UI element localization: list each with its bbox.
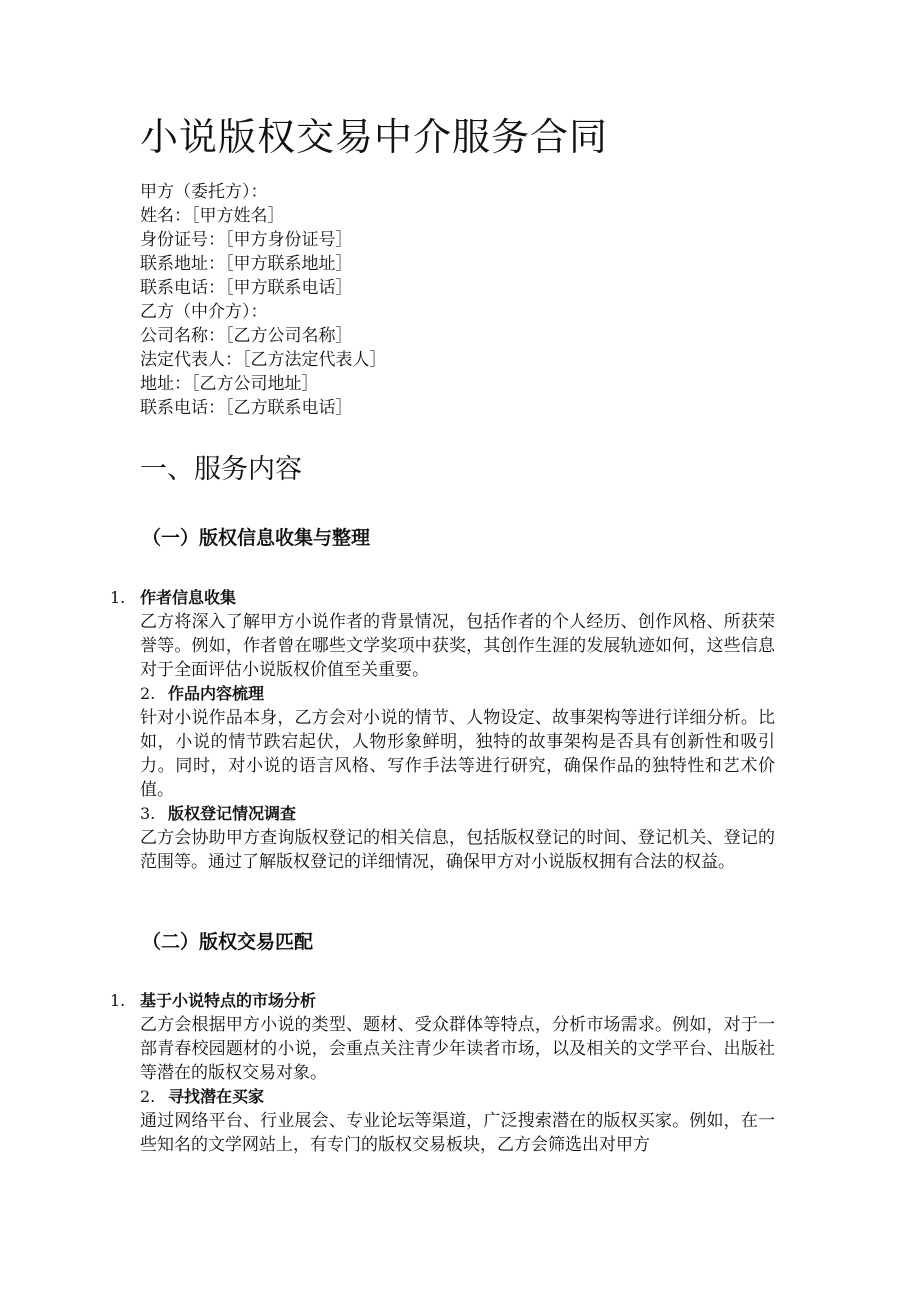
- party-a-address: 联系地址：［甲方联系地址］: [140, 254, 353, 274]
- list-item-heading: [110, 682, 775, 706]
- party-a-heading: 甲方（委托方）：: [140, 182, 268, 202]
- list-item-body: 乙方会根据甲方小说的类型、题材、受众群体等特点，分析市场需求。例如，对于一部青春校园题材的小说，会重点关注青少年读者市场，以及相关的文学平台、出版社等潜在的版权交易对象。: [140, 1015, 775, 1083]
- list-item-heading: [110, 989, 775, 1013]
- party-b-company-name: 公司名称：［乙方公司名称］: [140, 326, 353, 346]
- document-title: 小说版权交易中介服务合同: [140, 115, 609, 159]
- list-item-heading: [110, 1085, 775, 1109]
- list-item-body: 通过网络平台、行业展会、专业论坛等渠道，广泛搜索潜在的版权买家。例如，在一些知名的文学网站上，有专门的版权交易板块，乙方会筛选出对甲方: [140, 1111, 775, 1155]
- list-item: [110, 989, 775, 1085]
- list-item-number: 3.: [140, 804, 156, 823]
- party-b-legal-representative: 法定代表人：［乙方法定代表人］: [140, 350, 387, 370]
- subsection-heading-info-collection: （一）版权信息收集与整理: [142, 527, 371, 549]
- list-item-body: 乙方将深入了解甲方小说作者的背景情况，包括作者的个人经历、创作风格、所获荣誉等。例如，作者曾在哪些文学奖项中获奖，其创作生涯的发展轨迹如何，这些信息对于全面评估小说版权价值至关重要。: [140, 612, 775, 680]
- party-b-phone: 联系电话：［乙方联系电话］: [140, 398, 353, 418]
- party-a-id-number: 身份证号：［甲方身份证号］: [140, 230, 353, 250]
- list-item-title: 基于小说特点的市场分析: [140, 991, 317, 1010]
- list-item-heading: [110, 586, 775, 610]
- list-item-number: 2.: [140, 684, 156, 703]
- list-item: [110, 586, 775, 682]
- party-a-phone: 联系电话：［甲方联系电话］: [140, 278, 353, 298]
- subsection-heading-trade-matching: （二）版权交易匹配: [142, 931, 314, 953]
- party-info-block: [140, 180, 800, 420]
- party-b-address: 地址：［乙方公司地址］: [140, 374, 319, 394]
- list-item-heading: [110, 802, 775, 826]
- list-item-number: 2.: [140, 1087, 156, 1106]
- list-item-title: 版权登记情况调查: [168, 804, 297, 823]
- list-item-title: 寻找潜在买家: [168, 1087, 265, 1106]
- section-heading-services: 一、服务内容: [140, 454, 302, 485]
- list-item: [110, 1085, 775, 1157]
- list-item-body: 乙方会协助甲方查询版权登记的相关信息，包括版权登记的时间、登记机关、登记的范围等。通过了解版权登记的详细情况，确保甲方对小说版权拥有合法的权益。: [140, 828, 775, 872]
- list-item-number: 1.: [110, 588, 126, 607]
- party-b-heading: 乙方（中介方）：: [140, 302, 268, 322]
- list-item-title: 作品内容梳理: [168, 684, 265, 703]
- list-item-body: 针对小说作品本身，乙方会对小说的情节、人物设定、故事架构等进行详细分析。比如，小说的情节跌宕起伏，人物形象鲜明，独特的故事架构是否具有创新性和吸引力。同时，对小说的语言风格、写作手法等进行研究，确保作品的独特性和艺术价值。: [140, 708, 775, 800]
- party-a-name: 姓名：［甲方姓名］: [140, 206, 285, 226]
- list-item-title: 作者信息收集: [140, 588, 237, 607]
- list-item-number: 1.: [110, 991, 126, 1010]
- list-item: [110, 682, 775, 802]
- list-item: [110, 802, 775, 874]
